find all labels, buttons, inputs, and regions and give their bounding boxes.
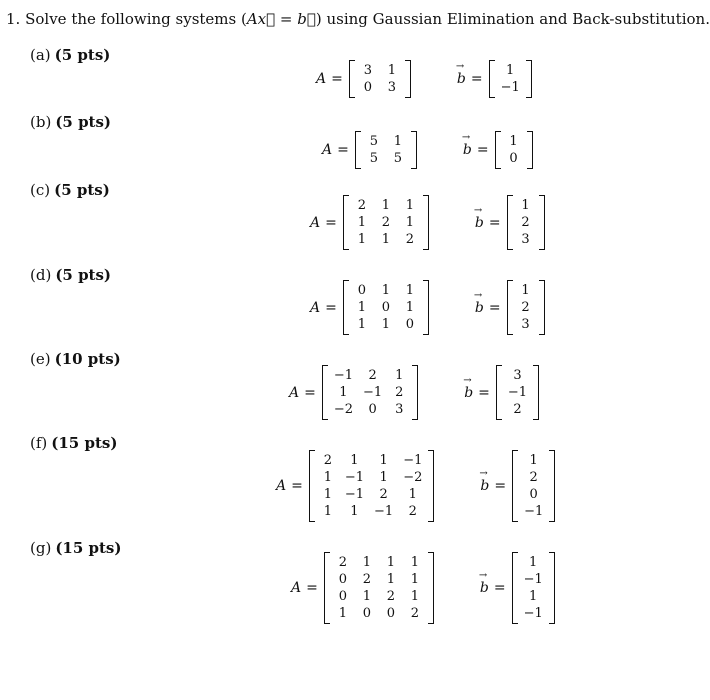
matrix-a [343, 280, 429, 335]
part-label [30, 434, 117, 452]
matrix-a-entry: 0 [386, 606, 395, 621]
problem-equation: Ax⃗ = b⃗ [246, 10, 316, 28]
vector-b-entry: 3 [513, 368, 522, 383]
matrix-a-entry: 2 [338, 555, 347, 570]
vector-b [512, 552, 555, 624]
matrix-a-entry: 1 [405, 198, 414, 213]
part-label [30, 266, 111, 284]
part-points: (5 pts) [55, 266, 112, 284]
vector-b-symbol: → b [464, 385, 473, 401]
part-points: (10 pts) [54, 350, 121, 368]
matrix-a-symbol: A [316, 71, 327, 87]
equals-sign: = [306, 580, 318, 596]
matrix-a-entry: 5 [393, 151, 402, 166]
part-letter: (a) [30, 46, 51, 64]
vector-b-entry: 1 [521, 198, 530, 213]
matrix-a-entry: 1 [386, 555, 395, 570]
vector-b-entry: 1 [529, 555, 538, 570]
matrix-a-entry: 2 [408, 504, 417, 519]
matrix-a-entry: −2 [333, 402, 354, 417]
matrix-a-entry: 2 [410, 606, 419, 621]
part-points: (15 pts) [51, 434, 118, 452]
matrix-a-entry: 0 [338, 589, 347, 604]
matrix-a-entry: 1 [410, 555, 419, 570]
equals-sign: = [325, 214, 337, 231]
matrix-a [355, 131, 417, 169]
matrix-a-entry: 1 [350, 453, 359, 468]
matrix-a-entry: 5 [369, 151, 378, 166]
matrix-a-entry: −1 [344, 487, 365, 502]
matrix-a-entry: 1 [379, 470, 388, 485]
matrix-a-entry: −1 [363, 385, 383, 400]
matrix-a [322, 365, 418, 420]
matrix-a-entry: 1 [381, 317, 390, 332]
matrix-a-entry: 1 [405, 215, 414, 230]
equals-sign: = [494, 478, 507, 494]
vector-b-symbol: → b [457, 71, 466, 87]
matrix-a-entry: −1 [403, 453, 423, 468]
vector-b [507, 195, 545, 250]
equals-sign: = [478, 384, 490, 401]
matrix-a-symbol: A [276, 478, 287, 494]
problem-number: 1. [6, 10, 21, 28]
matrix-a-entry: 2 [381, 215, 390, 230]
matrix-a-entry: 1 [362, 589, 371, 604]
part-letter: (d) [30, 266, 52, 284]
vector-b-symbol: → b [463, 142, 472, 158]
matrix-a-entry: −1 [333, 368, 354, 383]
matrix-a-entry: 1 [357, 215, 366, 230]
part-letter: (c) [30, 181, 51, 199]
matrix-a-entry: 0 [368, 402, 377, 417]
vector-b [512, 450, 555, 522]
vector-b-entry: 2 [529, 470, 538, 485]
matrix-a-entry: 2 [357, 198, 366, 213]
matrix-a-symbol: A [289, 384, 300, 401]
equals-sign: = [325, 299, 337, 316]
equals-sign: = [493, 580, 506, 596]
matrix-a-entry: 1 [395, 368, 404, 383]
vector-b-entry: 2 [521, 300, 530, 315]
matrix-a-entry: 0 [362, 606, 371, 621]
part-letter: (f) [30, 434, 48, 452]
matrix-a-entry: 1 [381, 232, 390, 247]
matrix-a-entry: 1 [393, 134, 402, 149]
vector-b [489, 60, 532, 98]
matrix-a-entry: −1 [344, 470, 365, 485]
matrix-a-symbol: A [322, 142, 333, 158]
matrix-a-entry: 5 [369, 134, 378, 149]
matrix-a-entry: 1 [408, 487, 417, 502]
matrix-a-entry: 2 [368, 368, 377, 383]
equals-sign: = [476, 142, 489, 158]
matrix-a-entry: 1 [386, 572, 395, 587]
vector-b [495, 131, 533, 169]
equals-sign: = [488, 214, 501, 231]
problem-header [6, 10, 710, 28]
vector-b-symbol: → b [475, 215, 484, 231]
equals-sign: = [337, 142, 349, 158]
matrix-a-entry: 1 [350, 504, 359, 519]
problem-text-before: Solve the following systems ( [25, 10, 247, 28]
part-label [30, 113, 111, 131]
matrix-a-entry: 1 [323, 504, 332, 519]
matrix-a-entry: 0 [381, 300, 390, 315]
matrix-a-entry: 1 [410, 589, 419, 604]
matrix-a-entry: 1 [357, 232, 366, 247]
vector-b-entry: −1 [507, 385, 528, 400]
vector-b-symbol: → b [475, 300, 484, 316]
matrix-a-entry: 1 [381, 198, 390, 213]
matrix-a [349, 60, 411, 98]
part-points: (5 pts) [55, 113, 112, 131]
matrix-a-entry: 0 [338, 572, 347, 587]
system-0 [316, 60, 532, 98]
vector-b [507, 280, 545, 335]
matrix-a-entry: −2 [403, 470, 423, 485]
matrix-a-entry: 1 [338, 606, 347, 621]
matrix-a [309, 450, 435, 522]
part-label [30, 539, 121, 557]
system-2 [310, 195, 545, 250]
matrix-a [324, 552, 434, 624]
matrix-a-entry: 1 [381, 283, 390, 298]
vector-b-entry: 1 [506, 63, 515, 78]
problem-text-after: ) using Gaussian Elimination and Back-substitution. [315, 10, 710, 28]
equals-sign: = [304, 384, 316, 401]
part-letter: (g) [30, 539, 52, 557]
matrix-a-entry: 0 [363, 80, 372, 95]
system-4 [289, 365, 539, 420]
matrix-a [343, 195, 429, 250]
part-label [30, 181, 110, 199]
part-points: (15 pts) [55, 539, 122, 557]
equals-sign: = [488, 299, 501, 316]
matrix-a-entry: 2 [323, 453, 332, 468]
matrix-a-entry: 3 [395, 402, 404, 417]
matrix-a-symbol: A [310, 299, 321, 316]
system-5 [276, 450, 555, 522]
part-points: (5 pts) [54, 46, 111, 64]
part-points: (5 pts) [54, 181, 110, 199]
matrix-a-entry: 2 [379, 487, 388, 502]
matrix-a-entry: 1 [405, 283, 414, 298]
equals-sign: = [291, 478, 303, 494]
matrix-a-entry: 2 [362, 572, 371, 587]
matrix-a-entry: 2 [395, 385, 404, 400]
vector-b-entry: 2 [513, 402, 522, 417]
system-3 [310, 280, 545, 335]
vector-b-entry: −1 [524, 504, 544, 519]
vector-b-entry: −1 [523, 572, 543, 587]
vector-b-symbol: → b [480, 478, 489, 494]
matrix-a-entry: 0 [405, 317, 414, 332]
part-label [30, 350, 121, 368]
vector-b-entry: 3 [521, 232, 530, 247]
matrix-a-entry: 1 [323, 470, 332, 485]
vector-b-entry: 3 [521, 317, 530, 332]
matrix-a-entry: 0 [357, 283, 366, 298]
matrix-a-entry: 1 [323, 487, 332, 502]
system-1 [322, 131, 533, 169]
matrix-a-symbol: A [291, 580, 302, 596]
vector-b-entry: 1 [529, 453, 538, 468]
matrix-a-entry: 2 [386, 589, 395, 604]
matrix-a-entry: 2 [405, 232, 414, 247]
matrix-a-entry: 1 [357, 317, 366, 332]
vector-b-entry: 0 [509, 151, 518, 166]
vector-b-entry: 1 [521, 283, 530, 298]
vector-b-symbol: → b [480, 580, 489, 596]
matrix-a-symbol: A [310, 214, 321, 231]
system-6 [291, 552, 555, 624]
matrix-a-entry: 1 [362, 555, 371, 570]
vector-b-entry: 1 [509, 134, 518, 149]
matrix-a-entry: 1 [410, 572, 419, 587]
vector-b-entry: −1 [523, 606, 543, 621]
matrix-a-entry: −1 [374, 504, 394, 519]
matrix-a-entry: 1 [387, 63, 396, 78]
vector-b-entry: 1 [529, 589, 538, 604]
matrix-a-entry: 1 [339, 385, 348, 400]
part-letter: (b) [30, 113, 52, 131]
vector-b [496, 365, 539, 420]
matrix-a-entry: 1 [357, 300, 366, 315]
vector-b-entry: −1 [500, 80, 520, 95]
matrix-a-entry: 3 [363, 63, 372, 78]
matrix-a-entry: 3 [387, 80, 396, 95]
matrix-a-entry: 1 [405, 300, 414, 315]
vector-b-entry: 0 [529, 487, 538, 502]
vector-b-entry: 2 [521, 215, 530, 230]
part-letter: (e) [30, 350, 51, 368]
equals-sign: = [331, 71, 343, 87]
matrix-a-entry: 1 [379, 453, 388, 468]
equals-sign: = [470, 71, 483, 87]
part-label [30, 46, 110, 64]
